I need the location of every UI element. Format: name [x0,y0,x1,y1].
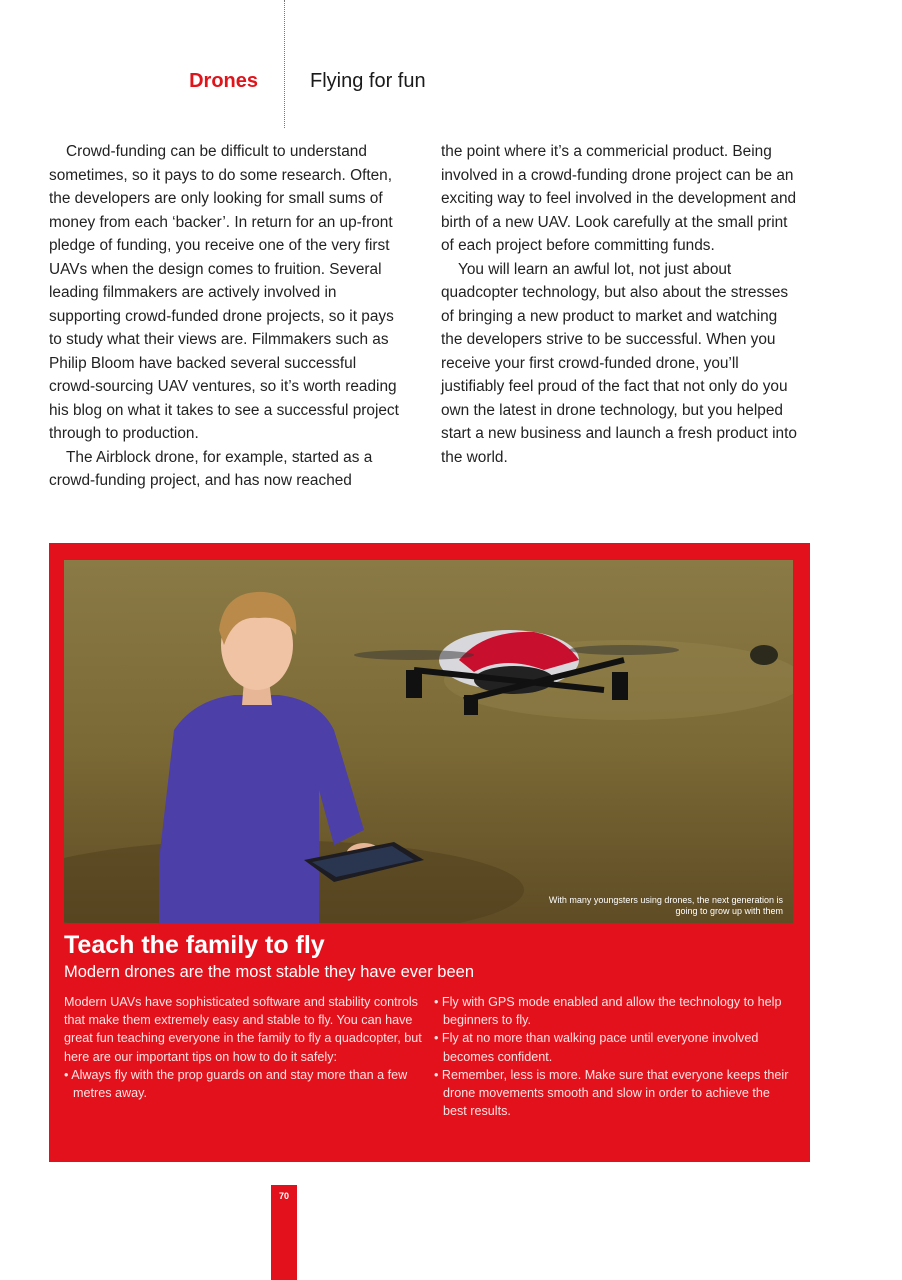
tip-item: • Fly with GPS mode enabled and allow the technology to help beginners to fly. [434,993,794,1029]
article-column-2 [441,140,797,469]
box-column-1 [64,993,424,1102]
article-column-1 [49,140,405,493]
tip-item: • Always fly with the prop guards on and stay more than a few metres away. [64,1066,424,1102]
feature-photo [64,560,793,923]
article-paragraph: The Airblock drone, for example, started as a crowd-funding project, and has now reached [49,448,373,489]
drone-propeller [569,645,679,655]
page-number-tab [271,1185,297,1280]
photo-caption: With many youngsters using drones, the next generation is going to grow up with them [548,895,783,916]
section-title: Drones [189,70,258,92]
header-divider [284,0,285,128]
tips-list [434,993,794,1120]
tips-list [64,1066,424,1102]
box-subtitle: Modern drones are the most stable they have ever been [64,963,474,981]
page-number: 70 [278,1191,289,1201]
box-column-2 [434,993,794,1120]
drone-motor [612,672,628,700]
feature-box [49,543,810,1162]
tip-item: • Remember, less is more. Make sure that everyone keeps their drone movements smooth and slow in order to achieve the best results. [434,1066,794,1121]
article-paragraph: Crowd-funding can be difficult to understand sometimes, so it pays to do some research. Often, the developers are only looking for small sums of money from each ‘backer’. In return for an up-front pledge of funding, you receive one of the very first UAVs when the design comes to fruition. Several leading filmmakers are actively involved in supporting crowd-funded drone projects, so it pays to study what their views are. Filmmakers such as Philip Bloom have backed several successful crowd-sourcing UAV ventures, so it’s worth reading his blog on what it takes to see a successful project through to production. [49,143,399,442]
article-paragraph: You will learn an awful lot, not just about quadcopter technology, but also about the stresses of bringing a new product to market and watching the developers strive to be successful. When you receive your first crowd-funded drone, you’ll justifiably feel proud of the fact that not only do you own the latest in drone technology, but you helped start a new business and launch a fresh product into the world. [441,260,797,466]
photo-illustration [64,560,793,923]
article-paragraph: the point where it’s a commericial product. Being involved in a crowd-funding drone project can be an exciting way to feel involved in the development and birth of a new UAV. Look carefully at the small print of each project before committing funds. [441,143,797,254]
tip-item: • Fly at no more than walking pace until everyone involved becomes confident. [434,1029,794,1065]
drone-propeller [354,650,474,660]
drone-motor [464,695,478,715]
box-intro: Modern UAVs have sophisticated software and stability controls that make them extremely easy and stable to fly. You can have great fun teaching everyone in the family to fly a quadcopter, but here are our important tips on how to do it safely: [64,995,422,1064]
background-object [750,645,778,665]
subsection-title: Flying for fun [310,70,426,92]
box-title: Teach the family to fly [64,931,325,959]
drone-motor [406,670,422,698]
